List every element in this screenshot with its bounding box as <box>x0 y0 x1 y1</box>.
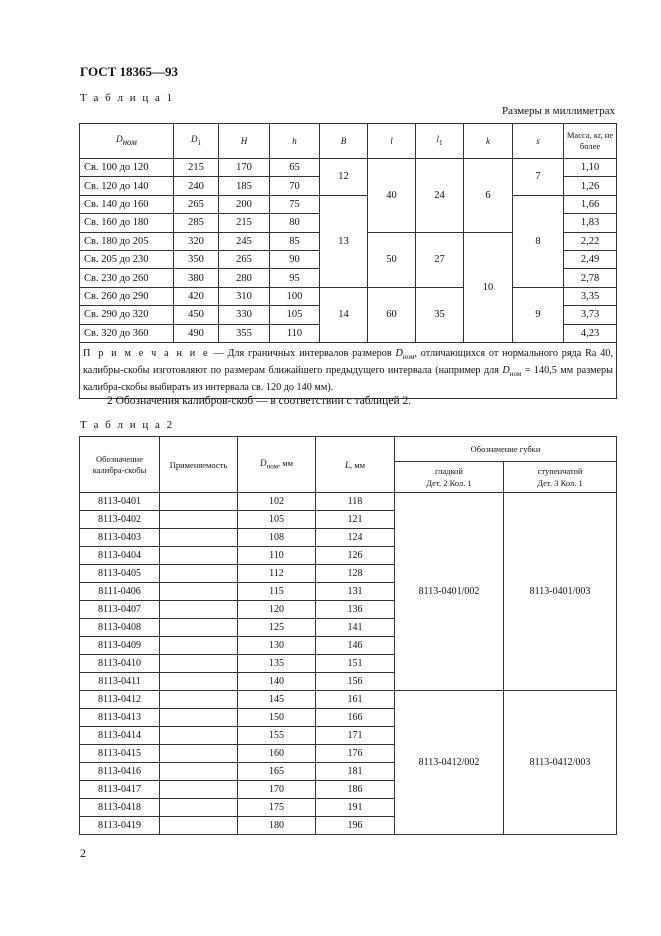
cell-H: 280 <box>219 269 270 287</box>
cell-dnom: 120 <box>238 601 316 619</box>
cell-code: 8113-0405 <box>80 565 160 583</box>
cell-code: 8113-0414 <box>80 727 160 745</box>
cell-dnom: 140 <box>238 673 316 691</box>
cell-L: 191 <box>316 799 395 817</box>
cell-code: 8113-0412 <box>80 691 160 709</box>
col-header-dnom: $D_{ном}$ <box>80 124 174 159</box>
cell-applicability <box>160 529 238 547</box>
cell-code: 8113-0416 <box>80 763 160 781</box>
cell-dnom: 125 <box>238 619 316 637</box>
cell-d1: 265 <box>174 195 219 213</box>
col-header-s: s <box>513 124 564 159</box>
cell-code: 8113-0418 <box>80 799 160 817</box>
table2 <box>79 436 617 835</box>
cell-code: 8113-0404 <box>80 547 160 565</box>
cell-dnom: Св. 160 до 180 <box>80 214 174 232</box>
cell-applicability <box>160 817 238 835</box>
cell-d1: 450 <box>174 306 219 324</box>
cell-d1: 240 <box>174 177 219 195</box>
cell-dnom: Св. 230 до 260 <box>80 269 174 287</box>
cell-applicability <box>160 565 238 583</box>
cell-code: 8113-0413 <box>80 709 160 727</box>
paragraph-2: 2 Обозначения калибров-скоб — в соответствии с таблицей 2. <box>107 395 412 407</box>
cell-L: 186 <box>316 781 395 799</box>
cell-d1: 380 <box>174 269 219 287</box>
cell-dnom: 160 <box>238 745 316 763</box>
col-header-h: h <box>270 124 320 159</box>
cell-k: 6 <box>464 159 513 233</box>
table1-note: П р и м е ч а н и е — Для граничных интервалов размеров $D_{ном}$, отличающихся от нормального ряда Ra 40, калибры-скобы изготовляют по размерам ближайшего предыдущего интервала (например для $D_{ном} = 140,5$ мм размеры калибра-скобы выбирать из интервала св. 120 до 140 мм). <box>80 342 617 398</box>
cell-H: 185 <box>219 177 270 195</box>
cell-L: 166 <box>316 709 395 727</box>
cell-code: 8113-0417 <box>80 781 160 799</box>
cell-dnom: Св. 260 до 290 <box>80 287 174 305</box>
cell-applicability <box>160 727 238 745</box>
cell-stepped-jaw: 8113-0401/003 <box>504 493 617 691</box>
cell-dnom: 180 <box>238 817 316 835</box>
cell-B: 12 <box>320 159 368 196</box>
col-header-applicability: Применяемость <box>160 437 238 493</box>
table2-label: Т а б л и ц а 2 <box>80 419 175 431</box>
cell-applicability <box>160 655 238 673</box>
cell-h: 70 <box>270 177 320 195</box>
cell-code: 8113-0401 <box>80 493 160 511</box>
cell-mass: 1,66 <box>564 195 617 213</box>
cell-L: 146 <box>316 637 395 655</box>
cell-h: 100 <box>270 287 320 305</box>
cell-mass: 1,83 <box>564 214 617 232</box>
cell-s: 8 <box>513 195 564 287</box>
cell-dnom: 108 <box>238 529 316 547</box>
cell-L: 118 <box>316 493 395 511</box>
cell-s: 9 <box>513 287 564 342</box>
page-number: 2 <box>80 846 86 860</box>
cell-d1: 420 <box>174 287 219 305</box>
cell-dnom: 112 <box>238 565 316 583</box>
cell-L: 171 <box>316 727 395 745</box>
cell-h: 65 <box>270 159 320 177</box>
cell-code: 8113-0403 <box>80 529 160 547</box>
cell-H: 170 <box>219 159 270 177</box>
cell-applicability <box>160 547 238 565</box>
col-header-jaw: Обозначение губки <box>395 437 617 462</box>
cell-code: 8113-0407 <box>80 601 160 619</box>
table1 <box>79 123 617 399</box>
cell-dnom: 115 <box>238 583 316 601</box>
table-row <box>80 691 617 709</box>
cell-d1: 285 <box>174 214 219 232</box>
cell-L: 136 <box>316 601 395 619</box>
cell-dnom: Св. 100 до 120 <box>80 159 174 177</box>
cell-dnom: 102 <box>238 493 316 511</box>
cell-stepped-jaw: 8113-0412/003 <box>504 691 617 835</box>
table-row <box>80 159 617 177</box>
table-row <box>80 287 617 305</box>
cell-d1: 350 <box>174 250 219 268</box>
cell-applicability <box>160 691 238 709</box>
cell-l: 50 <box>368 232 416 287</box>
cell-smooth-jaw: 8113-0401/002 <box>395 493 504 691</box>
cell-dnom: Св. 180 до 205 <box>80 232 174 250</box>
cell-dnom: 135 <box>238 655 316 673</box>
cell-L: 181 <box>316 763 395 781</box>
cell-h: 75 <box>270 195 320 213</box>
cell-L: 141 <box>316 619 395 637</box>
cell-code: 8113-0415 <box>80 745 160 763</box>
cell-mass: 2,78 <box>564 269 617 287</box>
cell-l1: 24 <box>416 159 464 233</box>
cell-mass: 1,26 <box>564 177 617 195</box>
cell-L: 156 <box>316 673 395 691</box>
cell-dnom: Св. 290 до 320 <box>80 306 174 324</box>
cell-h: 85 <box>270 232 320 250</box>
table1-label: Т а б л и ц а 1 <box>80 92 175 104</box>
cell-L: 151 <box>316 655 395 673</box>
table-row <box>80 195 617 213</box>
cell-d1: 215 <box>174 159 219 177</box>
cell-L: 161 <box>316 691 395 709</box>
cell-dnom: Св. 320 до 360 <box>80 324 174 342</box>
cell-code: 8113-0409 <box>80 637 160 655</box>
cell-smooth-jaw: 8113-0412/002 <box>395 691 504 835</box>
col-header-k: k <box>464 124 513 159</box>
col-header-l1: $l_1$ <box>416 124 464 159</box>
cell-applicability <box>160 511 238 529</box>
col-header-B: B <box>320 124 368 159</box>
cell-mass: 2,22 <box>564 232 617 250</box>
col-header-mass: Масса, кг, не более <box>564 124 617 159</box>
col-header-L: L, мм <box>316 437 395 493</box>
cell-h: 95 <box>270 269 320 287</box>
cell-B: 13 <box>320 195 368 287</box>
cell-dnom: 170 <box>238 781 316 799</box>
col-header-dnom: $D_{ном}$, мм <box>238 437 316 493</box>
cell-l: 40 <box>368 159 416 233</box>
cell-L: 126 <box>316 547 395 565</box>
cell-H: 200 <box>219 195 270 213</box>
table-row <box>80 493 617 511</box>
cell-h: 80 <box>270 214 320 232</box>
cell-H: 330 <box>219 306 270 324</box>
cell-H: 245 <box>219 232 270 250</box>
cell-applicability <box>160 745 238 763</box>
cell-dnom: 150 <box>238 709 316 727</box>
cell-code: 8113-0411 <box>80 673 160 691</box>
document-title: ГОСТ 18365—93 <box>80 64 179 79</box>
cell-h: 90 <box>270 250 320 268</box>
cell-code: 8113-0410 <box>80 655 160 673</box>
cell-applicability <box>160 781 238 799</box>
cell-applicability <box>160 709 238 727</box>
col-header-H: H <box>219 124 270 159</box>
cell-dnom: 155 <box>238 727 316 745</box>
cell-dnom: 130 <box>238 637 316 655</box>
cell-l1: 27 <box>416 232 464 287</box>
cell-dnom: 165 <box>238 763 316 781</box>
cell-code: 8113-0419 <box>80 817 160 835</box>
cell-L: 128 <box>316 565 395 583</box>
col-header-smooth: гладкой Дет. 2 Кол. 1 <box>395 462 504 493</box>
col-header-stepped: ступенчатой Дет. 3 Кол. 1 <box>504 462 617 493</box>
cell-mass: 2,49 <box>564 250 617 268</box>
cell-dnom: Св. 205 до 230 <box>80 250 174 268</box>
cell-l1: 35 <box>416 287 464 342</box>
cell-code: 8113-0402 <box>80 511 160 529</box>
cell-L: 176 <box>316 745 395 763</box>
cell-applicability <box>160 637 238 655</box>
cell-k: 10 <box>464 232 513 342</box>
cell-applicability <box>160 583 238 601</box>
cell-mass: 3,73 <box>564 306 617 324</box>
cell-code: 8111-0406 <box>80 583 160 601</box>
cell-d1: 320 <box>174 232 219 250</box>
cell-applicability <box>160 493 238 511</box>
cell-L: 121 <box>316 511 395 529</box>
cell-l: 60 <box>368 287 416 342</box>
cell-H: 355 <box>219 324 270 342</box>
cell-code: 8113-0408 <box>80 619 160 637</box>
cell-applicability <box>160 601 238 619</box>
cell-dnom: 145 <box>238 691 316 709</box>
cell-applicability <box>160 673 238 691</box>
cell-applicability <box>160 619 238 637</box>
cell-H: 310 <box>219 287 270 305</box>
cell-s: 7 <box>513 159 564 196</box>
col-header-d1: $D_1$ <box>174 124 219 159</box>
cell-mass: 1,10 <box>564 159 617 177</box>
cell-mass: 3,35 <box>564 287 617 305</box>
cell-B: 14 <box>320 287 368 342</box>
cell-dnom: Св. 140 до 160 <box>80 195 174 213</box>
col-header-designation: Обозначение калибра-скобы <box>80 437 160 493</box>
cell-L: 131 <box>316 583 395 601</box>
cell-H: 215 <box>219 214 270 232</box>
cell-d1: 490 <box>174 324 219 342</box>
cell-dnom: 105 <box>238 511 316 529</box>
cell-mass: 4,23 <box>564 324 617 342</box>
cell-dnom: Св. 120 до 140 <box>80 177 174 195</box>
cell-applicability <box>160 799 238 817</box>
cell-h: 105 <box>270 306 320 324</box>
cell-dnom: 110 <box>238 547 316 565</box>
cell-L: 196 <box>316 817 395 835</box>
table1-units: Размеры в миллиметрах <box>502 105 615 117</box>
col-header-l: l <box>368 124 416 159</box>
cell-H: 265 <box>219 250 270 268</box>
cell-applicability <box>160 763 238 781</box>
cell-h: 110 <box>270 324 320 342</box>
cell-dnom: 175 <box>238 799 316 817</box>
cell-L: 124 <box>316 529 395 547</box>
